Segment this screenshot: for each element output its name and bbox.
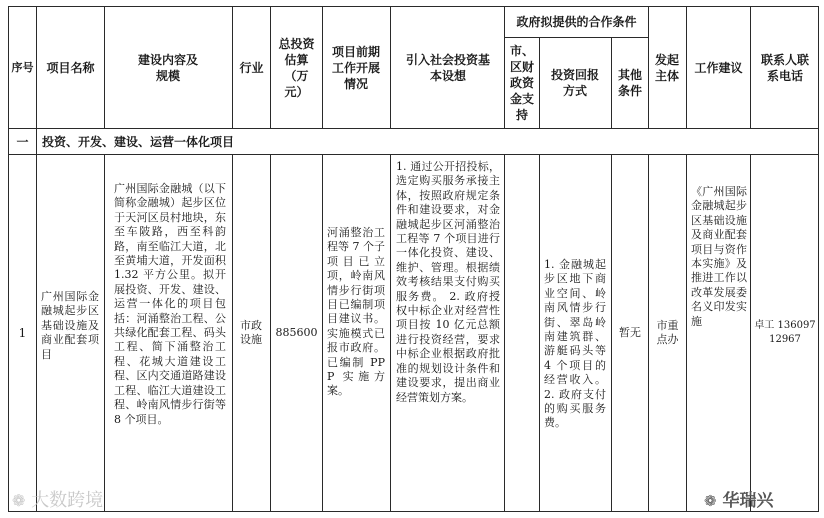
col-rule-9a bbox=[611, 37, 612, 128]
col-rule-11b bbox=[686, 154, 687, 512]
header-gov-conditions: 政府拟提供的合作条件 bbox=[516, 15, 637, 29]
col-rule-5b bbox=[322, 154, 323, 512]
col-rule-10b bbox=[648, 154, 649, 512]
header-content: 建设内容及规模 bbox=[137, 52, 198, 83]
row-content: 广州国际金融城（以下简称金融城）起步区位于天河区员村地块，东至车陂路，西至科韵路，南至临江大道，北至黄埔大道，开发面积 1.32 平方公里。拟开展投资、开发、建设、运营一体化的项目包括：河涌整治工程、公共绿化配套工程、码头工程、简下涌整治工程、花城大道建设工程、区内交通道路建设工程、临江大道建设工程、岭南风情步行街等 8 个项目。 bbox=[114, 182, 226, 426]
watermark-left-text: 大数跨境 bbox=[31, 490, 104, 511]
header-initiator: 发起主体 bbox=[654, 52, 679, 83]
chat-bubble-icon: ❁ bbox=[12, 491, 26, 510]
row-project-name: 广州国际金融城起步区基础设施及商业配套项目 bbox=[41, 290, 99, 361]
header-prework: 项目前期工作开展情况 bbox=[331, 44, 380, 91]
col-rule-3b bbox=[232, 154, 233, 512]
watermark-right-text: 华瑞兴 bbox=[722, 491, 774, 511]
header-project-name: 项目名称 bbox=[46, 60, 95, 75]
col-rule-2a bbox=[104, 6, 105, 128]
col-rule-2b bbox=[104, 154, 105, 512]
col-rule-8a bbox=[539, 37, 540, 128]
col-rule-4a bbox=[270, 6, 271, 128]
col-rule-12a bbox=[750, 6, 751, 128]
row-initiator: 市重点办 bbox=[656, 318, 679, 346]
row-suggestion: 《广州国际金融城起步区基础设施及商业配套项目与资作本实施》及推进工作以改革发展委名义印发实施 bbox=[691, 185, 747, 328]
row-model: 1. 通过公开招投标，选定购买服务承接主体，按照政府规定条件和建设要求，对金融城起步区河涌整治工程等 7 个项目进行一体化投资、建设、维护、管理。根据绩效考核结果支付购买服务费。 2. 政府授权中标企业对经营性项目按 10 亿元总额进行投资经营，要求中标企业根据政府批准的规划设计条件和建设要求，提出商业经营策划方案。 bbox=[396, 160, 500, 404]
section-index: 一 bbox=[16, 135, 29, 149]
col-rule-7b bbox=[504, 154, 505, 512]
col-rule-12b bbox=[750, 154, 751, 512]
header-investment: 总投资估算（万元） bbox=[278, 36, 315, 99]
header-suggestion: 工作建议 bbox=[694, 60, 743, 75]
row-industry: 市政设施 bbox=[240, 318, 262, 346]
col-rule-6b bbox=[390, 154, 391, 512]
col-rule-8b bbox=[539, 154, 540, 512]
section-title: 投资、开发、建设、运营一体化项目 bbox=[42, 135, 235, 149]
header-industry: 行业 bbox=[239, 60, 264, 75]
header-gov-funding: 市、区财政资金支持 bbox=[509, 44, 534, 122]
watermark-left bbox=[12, 486, 103, 512]
col-rule-10a bbox=[648, 6, 649, 128]
col-rule-6a bbox=[390, 6, 391, 128]
col-rule-4b bbox=[270, 154, 271, 512]
row-return-mode: 1. 金融城起步区地下商业空间、岭南风情步行街、翠岛岭南建筑群、游艇码头等 4 个项目的经营收入。 2. 政府支付的购买服务费。 bbox=[544, 258, 606, 430]
row-investment: 885600 bbox=[275, 325, 318, 339]
row-other-conditions: 暂无 bbox=[619, 325, 641, 339]
header-other-conditions: 其他条件 bbox=[617, 68, 642, 98]
watermark-right bbox=[704, 486, 774, 511]
row-contact: 卓工 13609712967 bbox=[754, 319, 816, 345]
header-contact: 联系人联系电话 bbox=[760, 52, 809, 83]
header-investment-model: 引入社会投资基本设想 bbox=[405, 52, 490, 83]
col-rule-13 bbox=[818, 6, 819, 512]
section-bottom-rule bbox=[8, 154, 818, 155]
row-seq: 1 bbox=[18, 325, 27, 340]
header-return-mode: 投资回报方式 bbox=[550, 68, 599, 98]
header-seq: 序号 bbox=[11, 60, 34, 74]
chat-bubble-icon: ❁ bbox=[704, 492, 717, 510]
col-rule-5a bbox=[322, 6, 323, 128]
row-prework: 河涌整治工程等 7 个子项目已立项，岭南风情步行街项目已编制项目建议书。实施模式已报市政府。已编制 PPP 实施方案。 bbox=[327, 226, 385, 398]
table-border-bottom bbox=[8, 511, 818, 512]
